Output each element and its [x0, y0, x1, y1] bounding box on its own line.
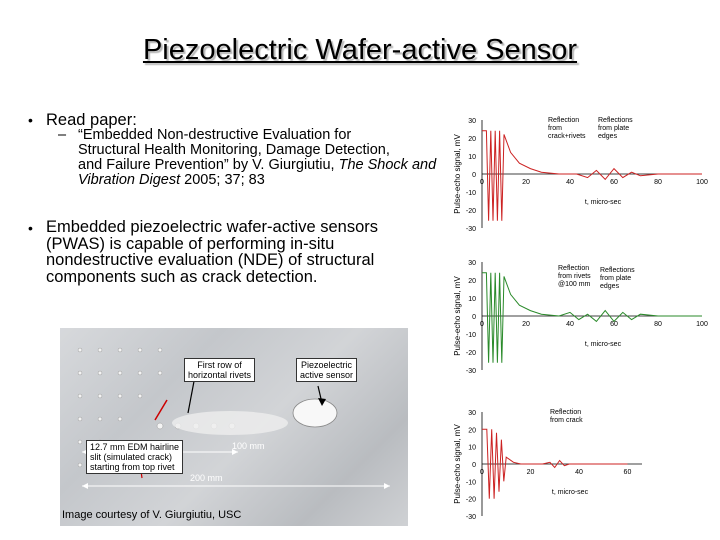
chart-annotation	[548, 117, 586, 140]
y-tick-label: -30	[465, 514, 476, 521]
y-tick-label: -30	[465, 368, 476, 375]
x-tick-label: 0	[480, 321, 484, 328]
chart-annotation	[598, 117, 633, 140]
y-tick-label: 20	[468, 136, 476, 143]
citation-line-1: “Embedded Non-destructive Evaluation for	[78, 127, 352, 143]
y-tick-label: 30	[468, 410, 476, 417]
y-tick-label: -20	[465, 496, 476, 504]
x-tick-label: 20	[526, 469, 535, 476]
citation-line-2: Structural Health Monitoring, Damage Detection,	[78, 142, 390, 158]
x-axis-label: t, micro-sec	[584, 199, 622, 206]
rivets-label	[184, 358, 255, 382]
y-tick-label: 10	[468, 444, 476, 452]
bullet-read-paper: Read paper:	[46, 111, 137, 129]
y-tick-label: -20	[465, 208, 476, 215]
pulse-echo-chart-2	[448, 250, 712, 380]
chart-annotation	[558, 265, 591, 288]
image-credit: Image courtesy of V. Giurgiutiu, USC	[62, 509, 242, 521]
signal-series-line	[482, 131, 702, 221]
x-tick-label: 100	[696, 179, 708, 186]
chart-annotation	[550, 409, 583, 424]
x-tick-label: 20	[522, 321, 530, 328]
chart-annotation-line: Reflections	[600, 267, 635, 274]
pwas-line-2: (PWAS) is capable of performing in-situ	[46, 234, 335, 253]
chart-annotation	[600, 267, 635, 290]
y-tick-label: 20	[468, 427, 476, 435]
y-tick-label: 0	[472, 314, 476, 321]
y-tick-label: -30	[465, 226, 476, 233]
x-tick-label: 40	[566, 321, 574, 328]
paper-citation	[78, 128, 438, 188]
pwas-line-1: Embedded piezoelectric wafer-active sensors	[46, 218, 378, 236]
x-axis-label: t, micro-sec	[551, 489, 589, 496]
dimension-200mm: 200 mm	[190, 473, 223, 483]
x-tick-label: 80	[654, 179, 662, 186]
sensor-label-line-1: Piezoelectric	[301, 360, 353, 370]
y-tick-label: -10	[465, 190, 476, 197]
chart-annotation-line: edges	[600, 283, 620, 290]
rivets-label-line-1: First row of	[197, 360, 242, 370]
citation-authors: and Failure Prevention” by V. Giurgiutiu,	[78, 157, 339, 173]
y-tick-label: 30	[468, 118, 476, 125]
dimension-100mm: 100 mm	[232, 441, 265, 451]
sub-bullet-marker: –	[58, 127, 67, 143]
chart-annotation-line: Reflection	[550, 409, 582, 416]
x-tick-label: 40	[575, 469, 583, 476]
pwas-line-4: components such as crack detection.	[46, 267, 318, 286]
x-tick-label: 60	[610, 321, 618, 328]
signal-series-line	[482, 273, 702, 363]
x-tick-label: 40	[566, 179, 574, 186]
sensor-label-line-2: active sensor	[300, 370, 354, 380]
pwas-line-3: nondestructive evaluation (NDE) of structural	[46, 251, 375, 269]
x-axis-label: t, micro-sec	[584, 341, 622, 348]
y-axis-label: Pulse-echo signal, mV	[453, 276, 462, 356]
chart-annotation-line: from crack	[550, 417, 583, 424]
citation-line-3	[78, 158, 438, 188]
y-tick-label: -10	[465, 479, 476, 487]
slit-label-line-2: slit (simulated crack)	[90, 452, 173, 462]
bullet-marker: •	[28, 220, 33, 236]
chart-annotation-line: Reflections	[598, 117, 633, 124]
x-tick-label: 60	[623, 469, 632, 476]
chart-annotation-line: edges	[598, 133, 618, 140]
y-tick-label: 20	[468, 278, 476, 285]
y-tick-label: 0	[472, 172, 476, 179]
slit-label	[86, 440, 183, 474]
citation-journal: The Shock and Vibration Digest	[78, 157, 437, 188]
y-tick-label: 10	[468, 296, 476, 303]
bullet-marker: •	[28, 112, 33, 128]
y-tick-label: -20	[465, 350, 476, 357]
x-tick-label: 0	[480, 469, 484, 476]
slide-title: Piezoelectric Wafer-active Sensor	[142, 34, 578, 66]
chart-annotation-line: Reflection	[558, 265, 590, 272]
x-tick-label: 80	[654, 321, 662, 328]
x-tick-label: 60	[610, 179, 618, 186]
chart-annotation-line: from plate	[600, 275, 632, 282]
citation-year: 2005; 37; 83	[180, 172, 265, 188]
pulse-echo-chart-3	[448, 400, 712, 525]
slit-label-line-1: 12.7 mm EDM hairline	[90, 442, 180, 452]
specimen-photo	[60, 328, 408, 526]
sensor-label	[296, 358, 357, 382]
pulse-echo-chart-1	[448, 108, 712, 238]
y-tick-label: 30	[468, 260, 476, 267]
rivets-label-line-2: horizontal rivets	[188, 370, 252, 380]
y-axis-label: Pulse-echo signal, mV	[453, 134, 462, 214]
slit-label-line-3: starting from top rivet	[90, 462, 175, 472]
y-axis-label: Pulse-echo signal, mV	[453, 424, 462, 504]
chart-annotation-line: from plate	[598, 125, 630, 132]
chart-annotation-line: from rivets	[558, 273, 591, 280]
chart-annotation-line: crack+rivets	[548, 133, 586, 140]
y-tick-label: -10	[465, 332, 476, 339]
x-tick-label: 100	[696, 321, 708, 328]
chart-annotation-line: @100 mm	[558, 281, 591, 288]
chart-annotation-line: from	[548, 125, 562, 132]
y-tick-label: 10	[468, 154, 476, 161]
x-tick-label: 0	[480, 179, 484, 186]
y-tick-label: 0	[472, 462, 476, 469]
bullet-pwas	[46, 219, 426, 285]
chart-annotation-line: Reflection	[548, 117, 580, 124]
x-tick-label: 20	[522, 179, 530, 186]
